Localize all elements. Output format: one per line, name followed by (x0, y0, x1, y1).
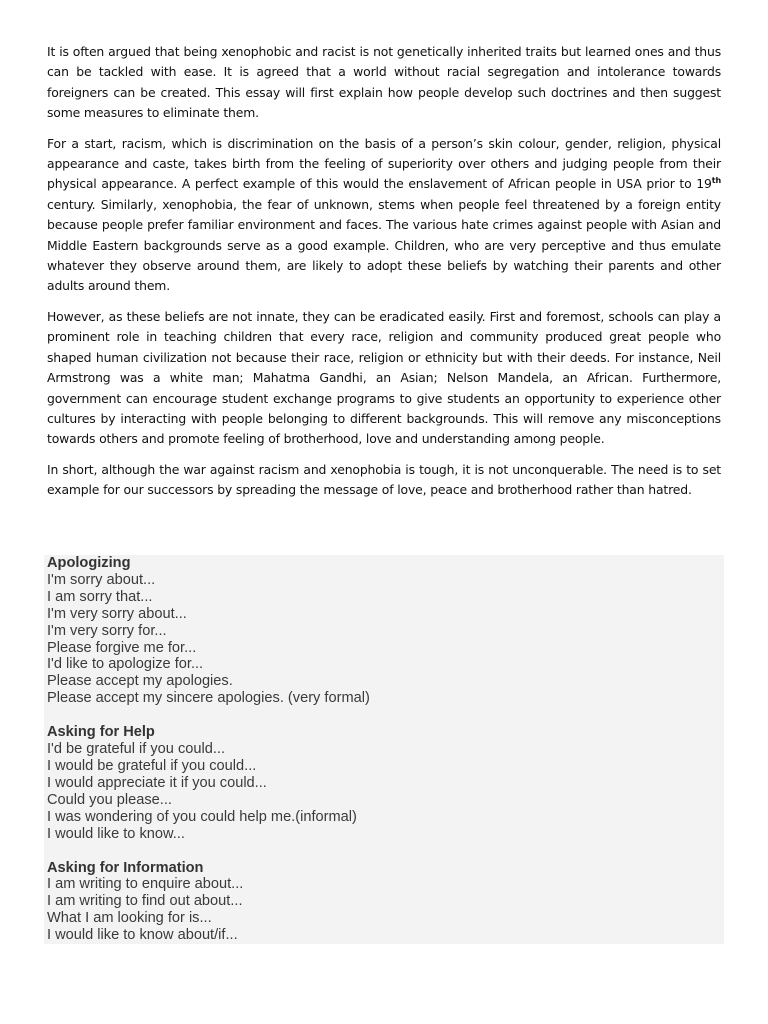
phrase-item: I am writing to enquire about... (47, 876, 244, 893)
phrase-group-apologizing (47, 555, 724, 707)
phrase-list-box (44, 555, 724, 944)
phrase-item: I would be grateful if you could... (47, 757, 257, 774)
essay-paragraph-causes-part-2: century. Similarly, xenophobia, the fear of unknown, stems when people feel threatened by a foreign entity because people prefer familiar environment and faces. The various hate crimes against people with Asian and Middle Eastern backgrounds serve as a good example. Children, who are very perceptive and thus emulate whatever they observe around them, are likely to adopt these beliefs by watching their parents and other adults around them. (47, 196, 721, 294)
phrase-group-asking-information (47, 860, 724, 945)
phrase-item: I'm very sorry about... (47, 605, 187, 622)
phrase-item: I'm sorry about... (47, 571, 156, 588)
phrase-group-title: Asking for Information (47, 859, 204, 876)
phrase-item: I would like to know about/if... (47, 927, 238, 944)
phrase-item: What I am looking for is... (47, 910, 212, 927)
phrase-item: I'd like to apologize for... (47, 656, 204, 673)
essay-paragraph-causes-part-1: For a start, racism, which is discrimination on the basis of a person’s skin colour, gender, religion, physical appearance and caste, takes birth from the feeling of superiority over others and judging people from their physical appearance. A perfect example of this would the enslavement of African people in USA prior to 19 (47, 135, 721, 192)
phrase-item: Please accept my apologies. (47, 673, 233, 690)
phrase-item: I am sorry that... (47, 588, 153, 605)
phrase-item: Please accept my sincere apologies. (very formal) (47, 690, 370, 707)
phrase-item: I am writing to find out about... (47, 893, 243, 910)
phrase-item: I was wondering of you could help me.(informal) (47, 808, 357, 825)
phrase-item: I'd be grateful if you could... (47, 741, 226, 758)
phrase-group-title: Asking for Help (47, 724, 155, 741)
phrase-group-asking-help (47, 724, 724, 842)
phrase-item: I'm very sorry for... (47, 622, 167, 639)
phrase-item: Could you please... (47, 791, 172, 808)
essay-paragraph-solutions: However, as these beliefs are not innate, they can be eradicated easily. First and foremost, schools can play a prominent role in teaching children that every race, religion and community produced great people who shaped human civilization not because their race, religion or ethnicity but with their deeds. For instance, Neil Armstrong was a white man; Mahatma Gandhi, an Asian; Nelson Mandela, an African. Furthermore, government can encourage student exchange programs to give students an opportunity to experience other cultures by interacting with people belonging to different backgrounds. This will remove any misconceptions towards others and promote feeling of brotherhood, love and understanding among people. (47, 308, 721, 447)
phrase-item: Please forgive me for... (47, 639, 197, 656)
essay-paragraph-conclusion: In short, although the war against racism and xenophobia is tough, it is not unconquerable. The need is to set example for our successors by spreading the message of love, peace and brotherhood rather than hatred. (47, 461, 721, 498)
phrase-item: I would like to know... (47, 825, 185, 842)
phrase-item: I would appreciate it if you could... (47, 774, 267, 791)
essay-paragraph-causes (47, 134, 721, 297)
phrase-group-title: Apologizing (47, 555, 131, 571)
essay-paragraph-intro: It is often argued that being xenophobic and racist is not genetically inherited traits but learned ones and thus can be tackled with ease. It is agreed that a world without racial segregation and intolerance towards foreigners can be created. This essay will first explain how people develop such doctrines and then suggest some measures to eliminate them. (47, 44, 721, 121)
essay-body (47, 42, 721, 511)
superscript-th: th (711, 176, 721, 186)
